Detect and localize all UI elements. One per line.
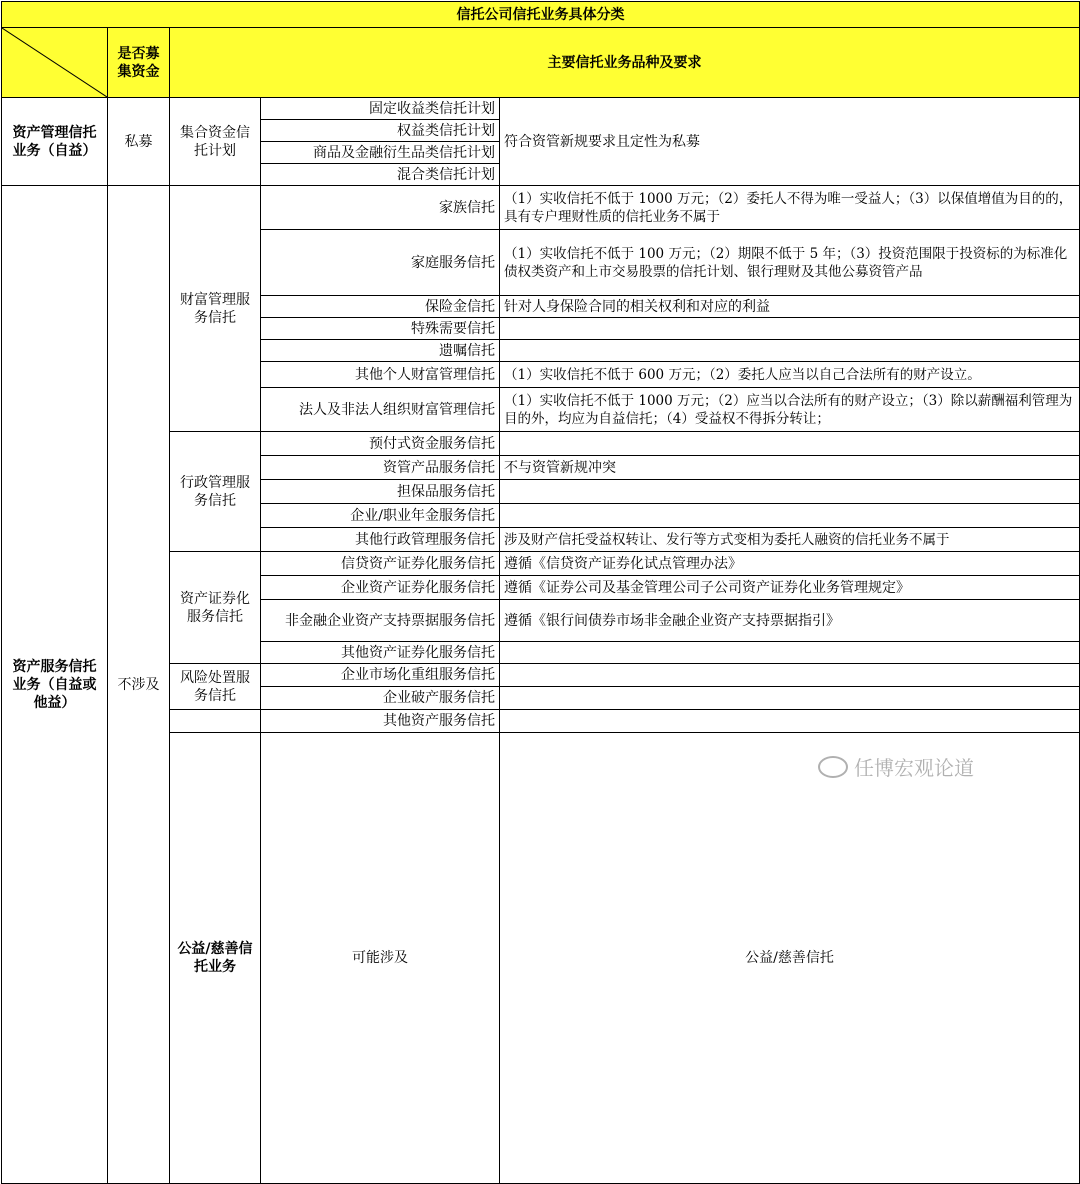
item-name: 混合类信托计划 (261, 164, 500, 186)
requirement (500, 710, 1080, 733)
group-risk-disposal: 风险处置服务信托 (170, 664, 261, 710)
requirement: 针对人身保险合同的相关权利和对应的利益 (500, 296, 1080, 318)
requirement: （1）实收信托不低于 1000 万元；（2）应当以合法所有的财产设立；（3）除以薪酬福利管理为目的外，均应为自益信托；（4）受益权不得拆分转让； (500, 388, 1080, 432)
item-name: 特殊需要信托 (261, 318, 500, 340)
requirement: 遵循《银行间债券市场非金融企业资产支持票据指引》 (500, 600, 1080, 642)
group-wealth-management: 财富管理服务信托 (170, 186, 261, 432)
item-name: 固定收益类信托计划 (261, 98, 500, 120)
group-admin-management: 行政管理服务信托 (170, 432, 261, 552)
requirement (500, 642, 1080, 664)
item-name: 遗嘱信托 (261, 340, 500, 362)
category-asset-management: 资产管理信托业务（自益） (2, 98, 108, 186)
item-name: 法人及非法人组织财富管理信托 (261, 388, 500, 432)
item-name: 担保品服务信托 (261, 480, 500, 504)
watermark (818, 752, 974, 781)
requirement (500, 340, 1080, 362)
item-name: 资管产品服务信托 (261, 456, 500, 480)
requirement: （1）实收信托不低于 600 万元；（2）委托人应当以自己合法所有的财产设立。 (500, 362, 1080, 388)
item-name: 其他行政管理服务信托 (261, 528, 500, 552)
requirement: （1）实收信托不低于 100 万元；（2）期限不低于 5 年；（3）投资范围限于投资标的为标准化债权类资产和上市交易股票的信托计划、银行理财及其他公募资管产品 (500, 230, 1080, 296)
header-main-requirements: 主要信托业务品种及要求 (170, 28, 1080, 98)
requirement (500, 664, 1080, 687)
requirement (500, 504, 1080, 528)
item-name: 非金融企业资产支持票据服务信托 (261, 600, 500, 642)
item-name: 商品及金融衍生品类信托计划 (261, 142, 500, 164)
item-name: 企业资产证券化服务信托 (261, 576, 500, 600)
public-value: 不涉及 (108, 186, 170, 1184)
wechat-logo-icon (818, 756, 848, 778)
item-name: 其他个人财富管理信托 (261, 362, 500, 388)
diagonal-header-cell (2, 28, 108, 98)
requirement: （1）实收信托不低于 1000 万元；（2）委托人不得为唯一受益人；（3）以保值增值为目的的，具有专户理财性质的信托业务不属于 (500, 186, 1080, 230)
requirement (500, 432, 1080, 456)
requirement: 不与资管新规冲突 (500, 456, 1080, 480)
requirement (500, 480, 1080, 504)
public-value: 私募 (108, 98, 170, 186)
item-name: 预付式资金服务信托 (261, 432, 500, 456)
trust-classification-table (1, 1, 1080, 1184)
item-name: 保险金信托 (261, 296, 500, 318)
item-name: 其他资产服务信托 (261, 710, 500, 733)
requirement (500, 318, 1080, 340)
item-name: 家族信托 (261, 186, 500, 230)
watermark-text: 任博宏观论道 (854, 756, 974, 780)
public-value: 可能涉及 (261, 733, 500, 1184)
group-empty (170, 710, 261, 733)
item-name: 家庭服务信托 (261, 230, 500, 296)
category-asset-service: 资产服务信托业务（自益或他益） (2, 186, 108, 1184)
requirement (500, 687, 1080, 710)
item-name: 信贷资产证券化服务信托 (261, 552, 500, 576)
group-collective-fund: 集合资金信托计划 (170, 98, 261, 186)
table-title: 信托公司信托业务具体分类 (2, 2, 1080, 28)
group-charity-trust: 公益/慈善信托 (500, 733, 1080, 1184)
item-name: 其他资产证券化服务信托 (261, 642, 500, 664)
group-securitization: 资产证券化服务信托 (170, 552, 261, 664)
requirement: 符合资管新规要求且定性为私募 (500, 98, 1080, 186)
requirement: 涉及财产信托受益权转让、发行等方式变相为委托人融资的信托业务不属于 (500, 528, 1080, 552)
requirement: 遵循《证券公司及基金管理公司子公司资产证券化业务管理规定》 (500, 576, 1080, 600)
item-name: 企业破产服务信托 (261, 687, 500, 710)
category-charity: 公益/慈善信托业务 (170, 733, 261, 1184)
item-name: 权益类信托计划 (261, 120, 500, 142)
item-name: 企业市场化重组服务信托 (261, 664, 500, 687)
requirement: 遵循《信贷资产证券化试点管理办法》 (500, 552, 1080, 576)
header-public-funding: 是否募集资金 (108, 28, 170, 98)
item-name: 企业/职业年金服务信托 (261, 504, 500, 528)
